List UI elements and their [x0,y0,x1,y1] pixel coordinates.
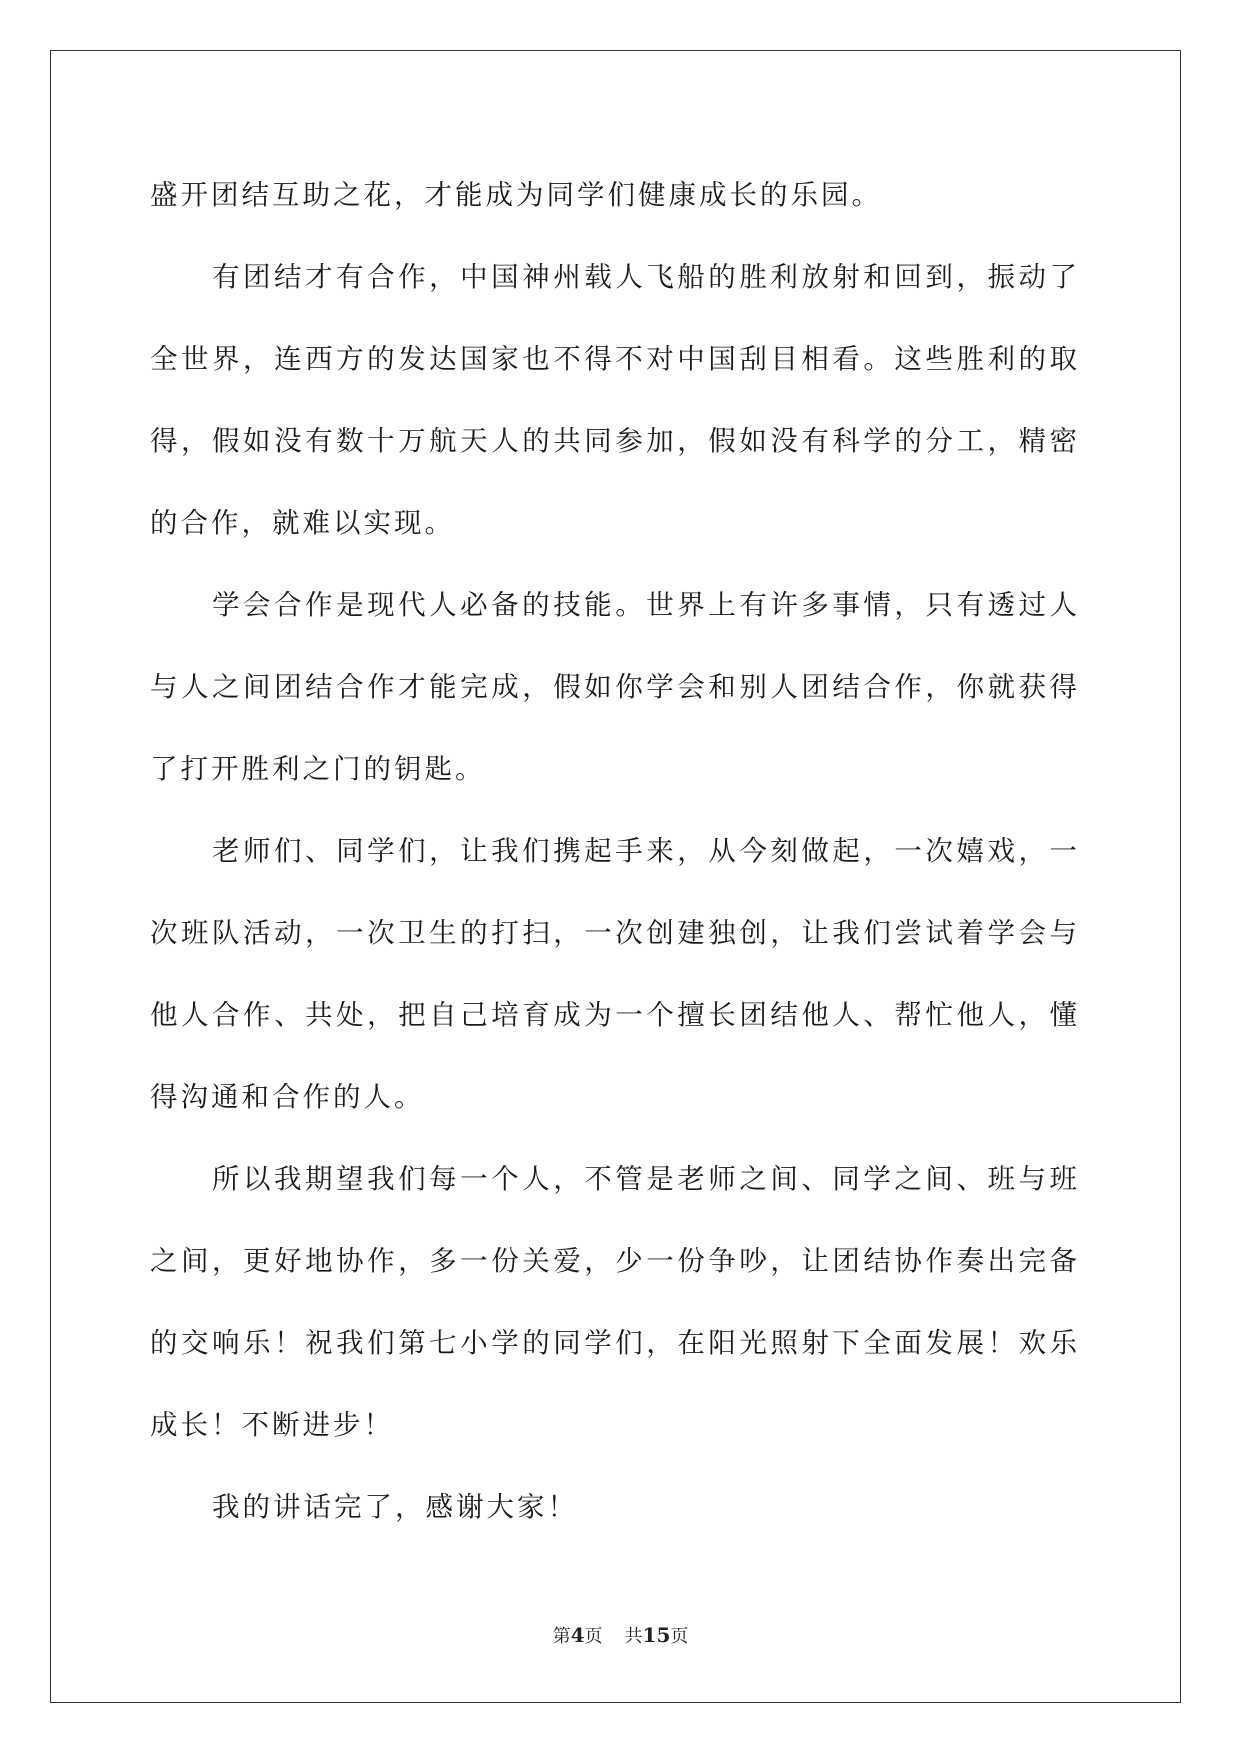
paragraph-call-to-action: 老师们、同学们，让我们携起手来，从今刻做起，一次嬉戏，一次班队活动，一次卫生的打扫，一次创建独创，让我们尝试着学会与他人合作、共处，把自己培育成为一个擅长团结他人、帮忙他人，懂得沟通和合作的人。 [150,835,1080,1113]
footer-page-suffix: 页 [584,1626,603,1647]
total-pages-number: 15 [642,1623,671,1647]
footer-total-suffix: 页 [670,1626,689,1647]
paragraph-continued: 盛开团结互助之花，才能成为同学们健康成长的乐园。 [150,179,882,211]
paragraph-cooperation: 有团结才有合作，中国神州载人飞船的胜利放射和回到，振动了全世界，连西方的发达国家也不得不对中国刮目相看。这些胜利的取得，假如没有数十万航天人的共同参加，假如没有科学的分工，精密的合作，就难以实现。 [150,261,1080,539]
footer-total-prefix: 共 [624,1626,643,1647]
paragraph-hope: 所以我期望我们每一个人，不管是老师之间、同学之间、班与班之间，更好地协作，多一份关爱，少一份争吵，让团结协作奏出完备的交响乐！祝我们第七小学的同学们，在阳光照射下全面发展！欢乐成长！不断进步！ [150,1163,1080,1441]
paragraph-closing: 我的讲话完了，感谢大家！ [212,1491,578,1523]
paragraph-skills: 学会合作是现代人必备的技能。世界上有许多事情，只有透过人与人之间团结合作才能完成，假如你学会和别人团结合作，你就获得了打开胜利之门的钥匙。 [150,589,1080,785]
page-number-footer [0,1622,1241,1648]
current-page-number: 4 [570,1623,585,1647]
document-body [150,160,1080,1548]
footer-prefix: 第 [552,1626,571,1647]
